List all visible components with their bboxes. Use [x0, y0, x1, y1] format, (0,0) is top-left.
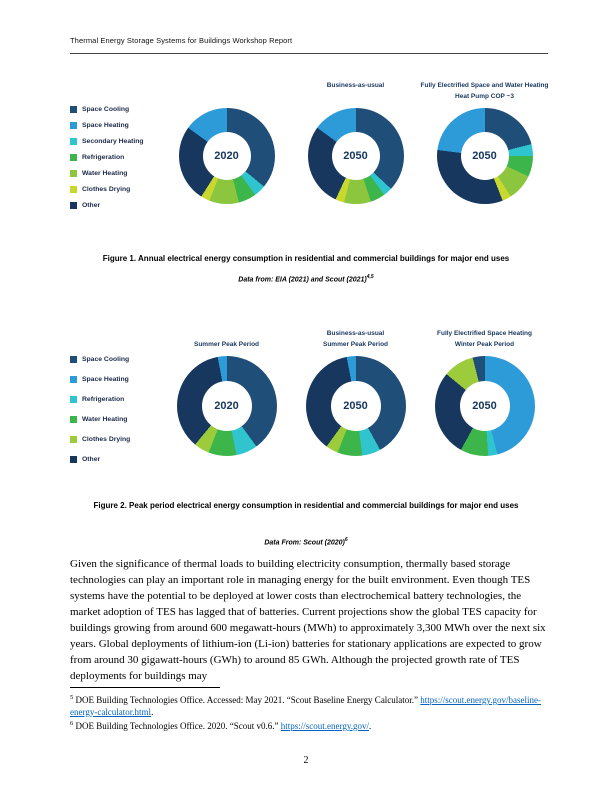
donut-ring — [308, 108, 404, 204]
legend-item — [70, 186, 162, 193]
donut-chart-summer-2020 — [162, 322, 291, 476]
legend-item — [70, 170, 162, 177]
chart-title-line — [162, 91, 291, 102]
legend-swatch — [70, 170, 77, 177]
figure1-source — [56, 274, 556, 283]
legend-swatch — [70, 456, 77, 463]
legend-label: Secondary Heating — [82, 138, 144, 145]
donut-ring — [437, 108, 533, 204]
legend-swatch — [70, 376, 77, 383]
donut-hole — [202, 381, 252, 431]
figure2-source-text: Data From: Scout (2020) — [264, 539, 345, 547]
legend-item — [70, 122, 162, 129]
footnote-divider — [70, 687, 220, 688]
legend-item — [70, 202, 162, 209]
legend-swatch — [70, 122, 77, 129]
donut-center-label: 2050 — [472, 400, 497, 412]
legend-label: Space Cooling — [82, 106, 130, 113]
chart-title-line: Fully Electrified Space and Water Heating — [420, 82, 549, 89]
footnote-6-link[interactable]: https://scout.energy.gov/ — [280, 721, 370, 731]
legend-item — [70, 154, 162, 161]
legend-swatch — [70, 154, 77, 161]
figure2-chart-row — [162, 322, 550, 476]
chart-title-line: Winter Peak Period — [454, 341, 515, 348]
legend-item — [70, 376, 162, 383]
figure2-caption: Figure 2. Peak period electrical energy consumption in residential and commercial buildings for major end uses — [93, 501, 519, 510]
legend-label: Other — [82, 202, 101, 209]
footnote-5-text: DOE Building Technologies Office. Accessed: May 2021. “Scout Baseline Energy Calculator.” — [73, 695, 421, 705]
donut-ring — [306, 356, 406, 456]
donut-hole — [460, 381, 510, 431]
figure2-source — [56, 537, 556, 546]
page-header-title: Thermal Energy Storage Systems for Buildings Workshop Report — [70, 36, 293, 45]
donut-hole — [203, 132, 251, 180]
chart-title — [162, 80, 291, 104]
chart-title-line: Summer Peak Period — [193, 341, 260, 348]
chart-title-line: Fully Electrified Space Heating — [437, 330, 532, 337]
legend-item — [70, 396, 162, 403]
figure1-chart-row — [162, 80, 550, 218]
chart-title-line — [291, 91, 420, 102]
figure2-legend — [70, 322, 162, 476]
legend-label: Clothes Drying — [82, 436, 131, 443]
chart-title — [162, 328, 291, 352]
donut-hole — [461, 132, 509, 180]
donut-ring — [435, 356, 535, 456]
donut-hole — [332, 132, 380, 180]
donut-ring — [177, 356, 277, 456]
donut-chart-winter-2050 — [420, 322, 549, 476]
footnote-5-link[interactable]: https://scout.energy.gov/baseline-energy-calculator.html — [70, 695, 542, 717]
legend-item — [70, 356, 162, 363]
chart-title — [291, 80, 420, 104]
donut-center-label: 2050 — [472, 150, 497, 162]
legend-swatch — [70, 436, 77, 443]
legend-swatch — [70, 356, 77, 363]
figure2-source-superscript: 6 — [344, 537, 348, 543]
chart-title-line: Heat Pump COP ~3 — [455, 93, 514, 100]
footnote-5-suffix: . — [151, 706, 154, 717]
chart-title — [420, 328, 549, 352]
legend-label: Water Heating — [82, 416, 128, 423]
footnote-6-suffix: . — [369, 721, 372, 731]
figure1-source-superscript: 4,5 — [366, 274, 374, 280]
legend-item — [70, 138, 162, 145]
donut-chart-bau-2050 — [291, 80, 420, 218]
legend-label: Space Heating — [82, 376, 129, 383]
donut-chart-bau-summer-2050 — [291, 322, 420, 476]
figure1-caption: Figure 1. Annual electrical energy consumption in residential and commercial buildings for major end uses — [102, 254, 510, 263]
donut-center-label: 2020 — [214, 150, 239, 162]
legend-swatch — [70, 138, 77, 145]
footnote-5-marker: 5 — [70, 694, 74, 701]
legend-item — [70, 106, 162, 113]
body-paragraph: Given the significance of thermal loads to building electricity consumption, thermally based storage technologies can play an important role in managing energy for the built environment. Even though TES systems have the potential to be deployed at lower costs than electrochemical battery technologies, the market adoption of TES has lagged that of batteries. Current projections show the global TES capacity for buildings growing from around 600 megawatt-hours (MWh) to approximately 3,300 MWh over the next six years. Global deployments of lithium-ion (Li-ion) batteries for stationary applications are expected to grow from around 30 gigawatt-hours (GWh) to around 85 GWh. Although the projected growth rate of TES deployments for buildings may — [70, 558, 546, 682]
legend-swatch — [70, 416, 77, 423]
chart-title-line: Business-as-usual — [326, 330, 385, 337]
figure1-source-text: Data from: EIA (2021) and Scout (2021) — [238, 276, 367, 284]
page-header — [70, 36, 548, 54]
chart-title-line: Summer Peak Period — [322, 341, 389, 348]
footnote-6-text: DOE Building Technologies Office. 2020. “Scout v0.6.” — [73, 721, 281, 731]
donut-chart-2020 — [162, 80, 291, 218]
footnote-6-marker: 6 — [70, 720, 74, 727]
legend-label: Refrigeration — [82, 396, 125, 403]
footnotes — [70, 692, 548, 733]
chart-title-line — [162, 328, 291, 339]
donut-center-label: 2050 — [343, 400, 368, 412]
chart-title — [420, 80, 549, 104]
legend-label: Clothes Drying — [82, 186, 131, 193]
chart-title-line — [162, 80, 291, 91]
legend-swatch — [70, 186, 77, 193]
footnote-6 — [70, 718, 548, 733]
chart-title — [291, 328, 420, 352]
donut-hole — [331, 381, 381, 431]
footnote-5 — [70, 692, 548, 718]
legend-item — [70, 456, 162, 463]
figure1-legend — [70, 80, 162, 218]
figure2-charts — [70, 322, 550, 476]
page-number: 2 — [303, 755, 309, 766]
legend-swatch — [70, 396, 77, 403]
donut-chart-electrified-2050 — [420, 80, 549, 218]
chart-title-line: Business-as-usual — [326, 82, 385, 89]
legend-swatch — [70, 106, 77, 113]
donut-center-label: 2050 — [343, 150, 368, 162]
legend-label: Other — [82, 456, 101, 463]
legend-item — [70, 436, 162, 443]
legend-label: Space Heating — [82, 122, 129, 129]
legend-swatch — [70, 202, 77, 209]
legend-label: Space Cooling — [82, 356, 130, 363]
legend-label: Refrigeration — [82, 154, 125, 161]
legend-label: Water Heating — [82, 170, 128, 177]
donut-ring — [179, 108, 275, 204]
donut-center-label: 2020 — [214, 400, 239, 412]
legend-item — [70, 416, 162, 423]
figure1-charts — [70, 80, 550, 218]
